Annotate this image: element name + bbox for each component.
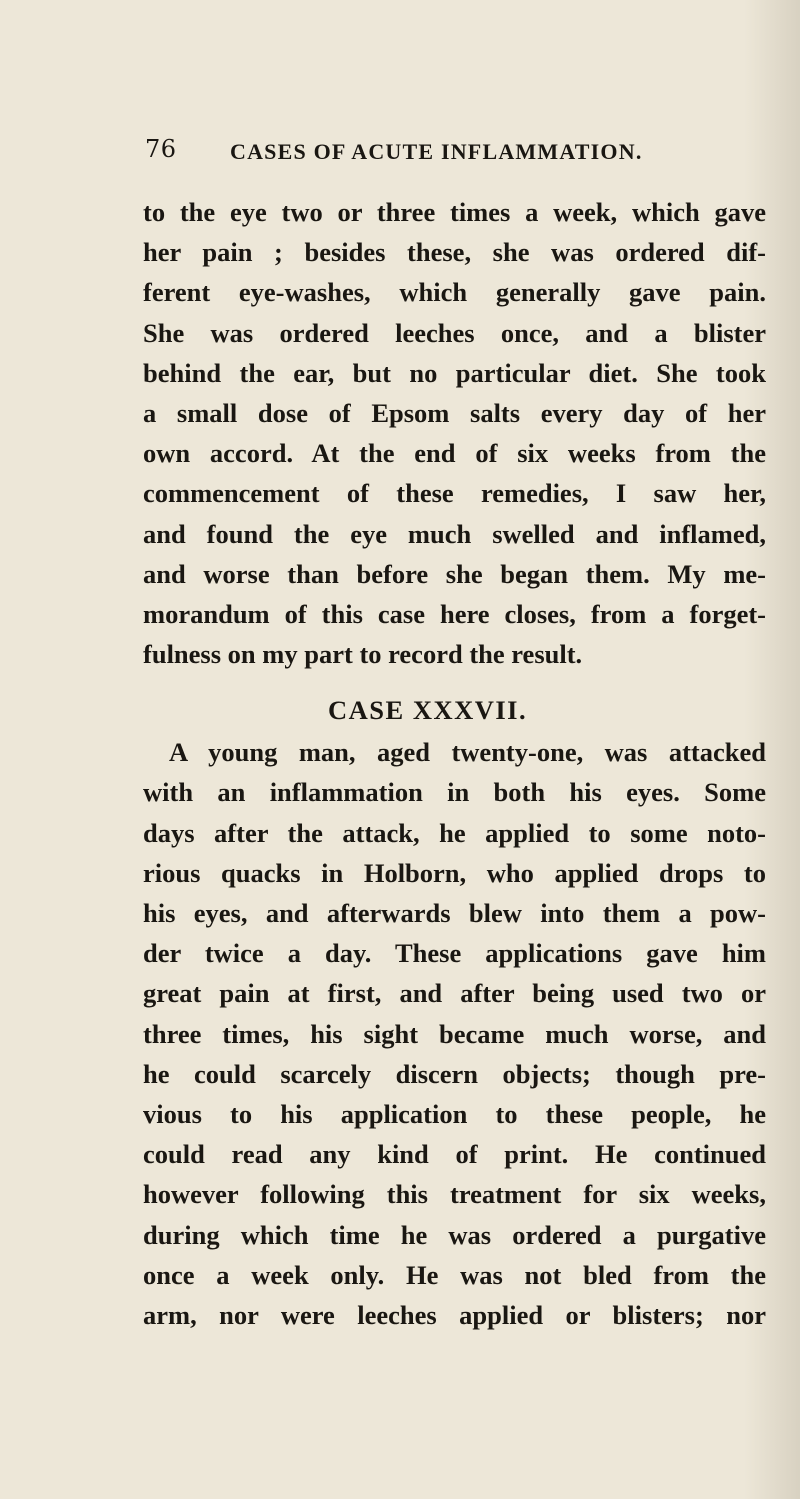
text-line: he could scarcely discern objects; though pre- [143, 1058, 766, 1089]
text-line: commencement of these remedies, I saw her, [143, 478, 766, 509]
body-text [143, 192, 766, 1335]
text-line: a small dose of Epsom salts every day of her [143, 397, 766, 428]
text-line: der twice a day. These applications gave him [143, 938, 766, 969]
text-line: She was ordered leeches once, and a blister [143, 317, 766, 348]
text-line: three times, his sight became much worse, and [143, 1018, 766, 1049]
text-line: fulness on my part to record the result. [143, 639, 583, 670]
text-line: days after the attack, he applied to some noto- [143, 817, 766, 848]
text-line: to the eye two or three times a week, which gave [143, 197, 766, 227]
running-head: CASES OF ACUTE INFLAMMATION. [230, 139, 643, 164]
page-number: 76 [145, 135, 177, 163]
text-line: arm, nor were leeches applied or blisters; nor [143, 1299, 766, 1330]
text-line: and worse than before she began them. My me- [143, 558, 766, 589]
text-line: A young man, aged twenty-one, was attacked [169, 737, 766, 768]
text-line: with an inflammation in both his eyes. Some [143, 777, 766, 808]
text-line: great pain at first, and after being used two or [143, 978, 766, 1009]
paragraph-1 [143, 192, 766, 674]
text-line: during which time he was ordered a purgative [143, 1219, 766, 1250]
page-header [0, 135, 800, 175]
text-line: however following this treatment for six weeks, [143, 1179, 766, 1210]
paragraph-2 [143, 732, 766, 1335]
text-line: ferent eye-washes, which generally gave pain. [143, 277, 766, 308]
text-line: vious to his application to these people, he [143, 1098, 766, 1129]
text-line: behind the ear, but no particular diet. She took [143, 357, 766, 388]
text-line: morandum of this case here closes, from a forget- [143, 598, 766, 629]
text-line: once a week only. He was not bled from the [143, 1259, 766, 1290]
text-line: own accord. At the end of six weeks from the [143, 438, 766, 469]
text-line: rious quacks in Holborn, who applied drops to [143, 857, 766, 888]
text-line: his eyes, and afterwards blew into them a pow- [143, 898, 766, 928]
text-line: her pain ; besides these, she was ordered dif- [143, 237, 766, 268]
case-heading: CASE XXXVII. [328, 695, 528, 726]
text-line: and found the eye much swelled and inflamed, [143, 518, 766, 549]
text-line: could read any kind of print. He continued [143, 1139, 766, 1170]
